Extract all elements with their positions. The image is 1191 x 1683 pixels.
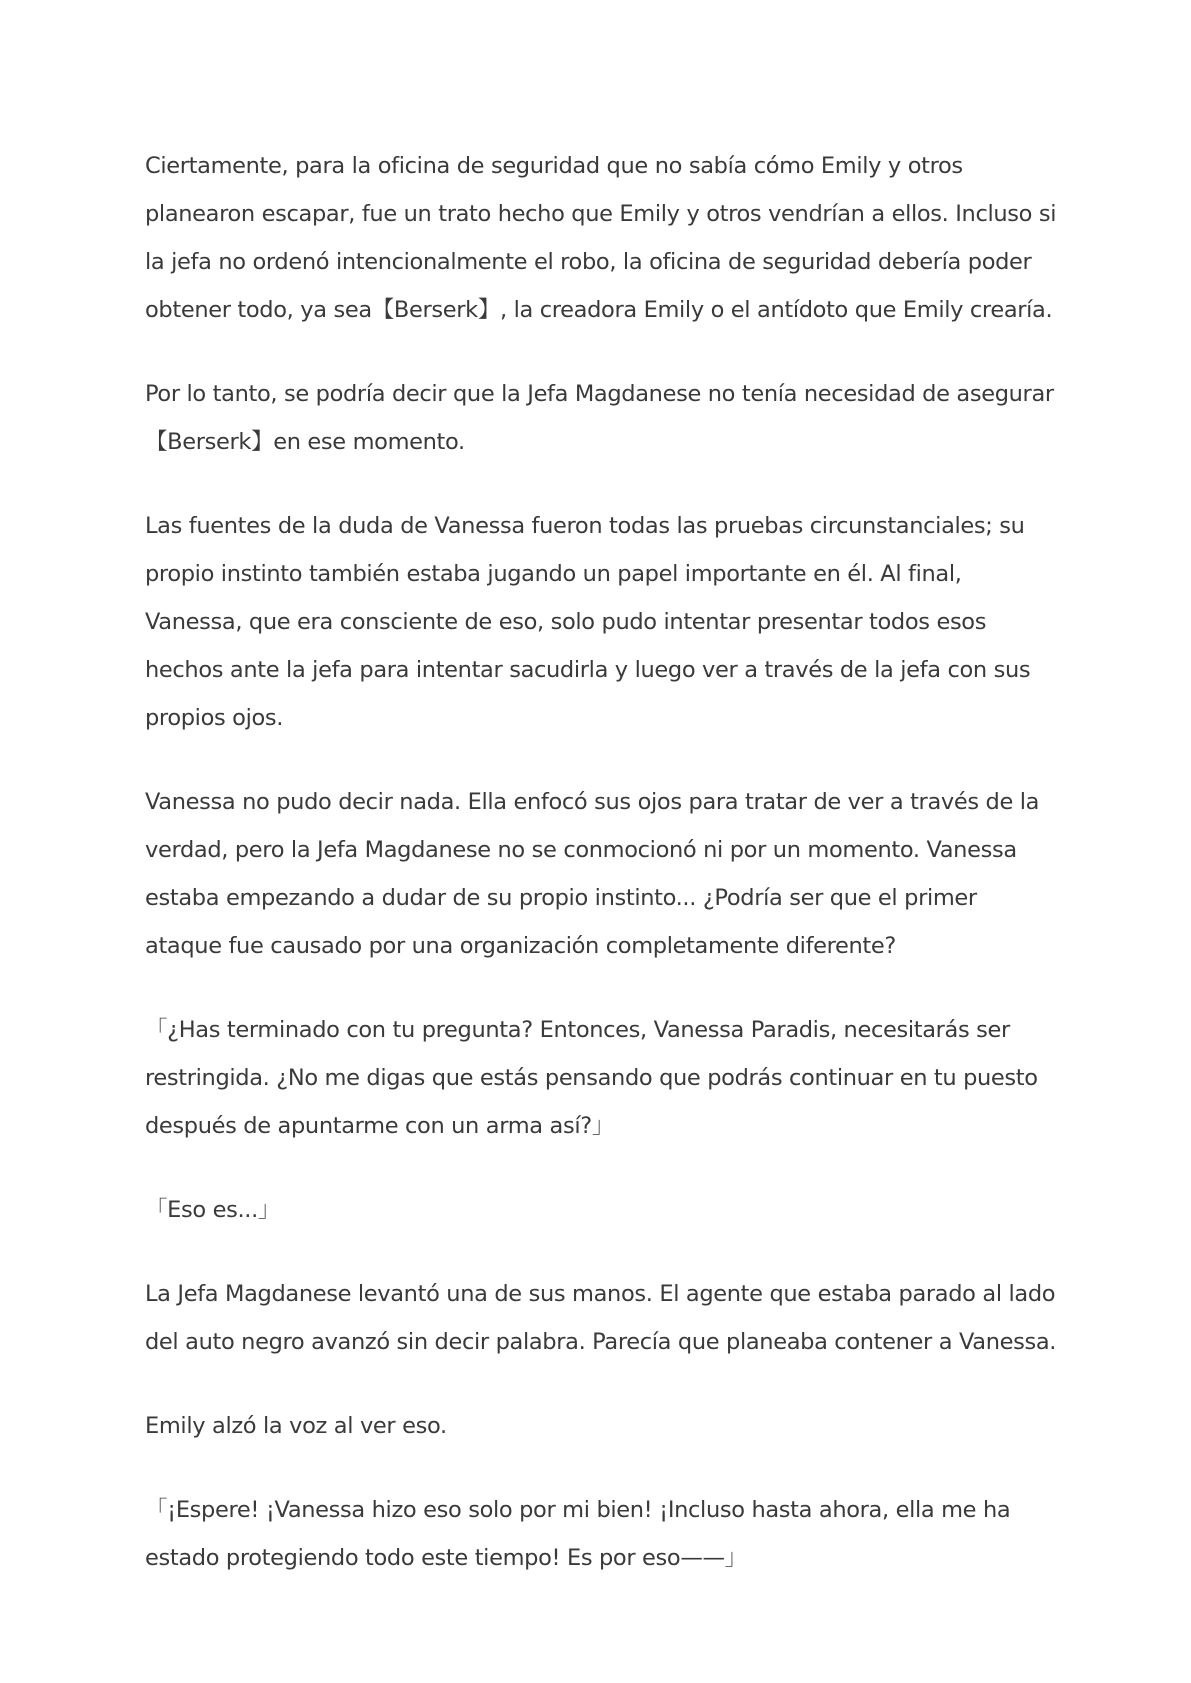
paragraph-5: 「¿Has terminado con tu pregunta? Entonces, Vanessa Paradis, necesitarás ser restringida. ¿No me digas que estás pensando que podrás continuar en tu puesto después de apuntarme con un arma así?」: [145, 1017, 1038, 1139]
document-body: [145, 142, 1060, 1618]
paragraph-1: Ciertamente, para la oficina de seguridad que no sabía cómo Emily y otros planearon escapar, fue un trato hecho que Emily y otros vendrían a ellos. Incluso si la jefa no ordenó intencionalmente el robo, la oficina de seguridad debería poder obtener todo, ya sea【Berserk】, la creadora Emily o el antídoto que Emily crearía.: [145, 153, 1057, 323]
paragraph-8: Emily alzó la voz al ver eso.: [145, 1413, 447, 1439]
paragraph-2: Por lo tanto, se podría decir que la Jefa Magdanese no tenía necesidad de asegurar【Berserk】en ese momento.: [145, 381, 1054, 455]
paragraph-4: Vanessa no pudo decir nada. Ella enfocó sus ojos para tratar de ver a través de la verdad, pero la Jefa Magdanese no se conmocionó ni por un momento. Vanessa estaba empezando a dudar de su propio instinto... ¿Podría ser que el primer ataque fue causado por una organización completamente diferente?: [145, 789, 1040, 959]
paragraph-3: Las fuentes de la duda de Vanessa fueron todas las pruebas circunstanciales; su propio instinto también estaba jugando un papel importante en él. Al final, Vanessa, que era consciente de eso, solo pudo intentar presentar todos esos hechos ante la jefa para intentar sacudirla y luego ver a través de la jefa con sus propios ojos.: [145, 513, 1031, 731]
paragraph-7: La Jefa Magdanese levantó una de sus manos. El agente que estaba parado al lado del auto negro avanzó sin decir palabra. Parecía que planeaba contener a Vanessa.: [145, 1281, 1057, 1355]
paragraph-6: 「Eso es...」: [145, 1197, 281, 1223]
paragraph-9: 「¡Espere! ¡Vanessa hizo eso solo por mi bien! ¡Incluso hasta ahora, ella me ha estado protegiendo todo este tiempo! Es por eso——」: [145, 1497, 1011, 1571]
